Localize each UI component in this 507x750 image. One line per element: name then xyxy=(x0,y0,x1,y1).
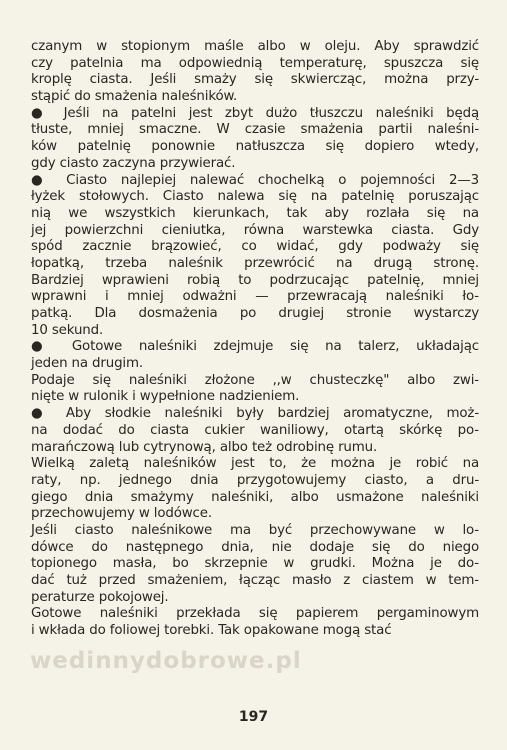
text-line: łopatką, trzeba naleśnik przewrócić na drugą stronę. xyxy=(31,255,479,271)
text-line: nią we wszystkich kierunkach, tak aby rozlała się na xyxy=(31,205,479,221)
page-number: 197 xyxy=(238,709,269,725)
text-line: wprawni i mniej odważni — przewracają naleśniki ło- xyxy=(31,289,479,305)
text-line: ● Aby słodkie naleśniki były bardziej aromatyczne, moż- xyxy=(31,406,479,422)
text-line: czanym w stopionym maśle albo w oleju. Aby sprawdzić xyxy=(31,39,479,54)
text-line: 10 sekund. xyxy=(31,322,104,338)
text-line: dówce do następnego dnia, nie dodaje się do niego xyxy=(31,539,479,555)
text-line: raty, np. jednego dnia przygotowujemy ciasto, a dru- xyxy=(31,472,479,488)
text-line: przechowujemy w lodówce. xyxy=(31,506,212,522)
text-line: kroplę ciasta. Jeśli smaży się skwiercząc, można przy- xyxy=(31,72,479,88)
text-line: Gotowe naleśniki przekłada się papierem pergaminowym xyxy=(31,606,479,622)
text-line: nięte w rulonik i wypełnione nadzieniem. xyxy=(31,389,300,405)
text-line: stąpić do smażenia naleśników. xyxy=(31,89,238,105)
text-line: patką. Dla dosmażenia po drugiej stronie wystarczy xyxy=(31,306,479,321)
text-line: ków patelnię ponownie natłuszcza się dopiero wtedy, xyxy=(31,139,479,155)
text-line: Bardziej wprawieni robią to podrzucając patelnię, mniej xyxy=(31,272,479,288)
text-line: tłuste, mniej smaczne. W czasie smażenia partii naleśni- xyxy=(31,122,479,138)
text-line: jej powierzchni cieniutka, równa warstewka ciasta. Gdy xyxy=(31,222,479,238)
text-line: marańczową lub cytrynową, albo też odrobinę rumu. xyxy=(31,439,378,455)
text-line: ● Gotowe naleśniki zdejmuje się na talerz, układając xyxy=(31,339,479,355)
text-line: peraturze pokojowej. xyxy=(31,589,169,605)
text-line: jeden na drugim. xyxy=(31,356,144,372)
text-line: ● Ciasto najlepiej nalewać chochelką o pojemności 2—3 xyxy=(31,172,479,188)
text-line: Jeśli ciasto naleśnikowe ma być przechowywane w lo- xyxy=(31,522,479,538)
text-line: ● Jeśli na patelni jest zbyt dużo tłuszczu naleśniki będą xyxy=(31,105,479,121)
body-text xyxy=(31,39,479,640)
text-line: Wielką zaletą naleśników jest to, że można je robić na xyxy=(31,456,479,472)
text-line: giego dnia smażymy naleśniki, albo usmażone naleśniki xyxy=(31,489,479,505)
text-line: łyżek stołowych. Ciasto nalewa się na patelnię poruszając xyxy=(31,189,479,205)
watermark: wedinnydobrowe.pl xyxy=(30,648,302,674)
text-line: topionego masła, bo skrzepnie w grudki. Można je do- xyxy=(31,556,479,572)
text-line: na dodać do ciasta cukier waniliowy, otartą skórkę po- xyxy=(31,422,479,438)
text-line: czy patelnia ma odpowiednią temperaturę, spuszcza się xyxy=(31,55,479,71)
text-line: i wkłada do foliowej torebki. Tak opakowane mogą stać xyxy=(31,623,392,639)
text-line: spód zacznie brązowieć, co widać, gdy podważy się xyxy=(31,239,479,255)
text-line: gdy ciasto zaczyna przywierać. xyxy=(31,155,236,171)
text-line: Podaje się naleśniki złożone ,,w chusteczkę" albo zwi- xyxy=(31,372,479,388)
text-line: dać tuż przed smażeniem, łącząc masło z ciastem w tem- xyxy=(31,573,479,588)
